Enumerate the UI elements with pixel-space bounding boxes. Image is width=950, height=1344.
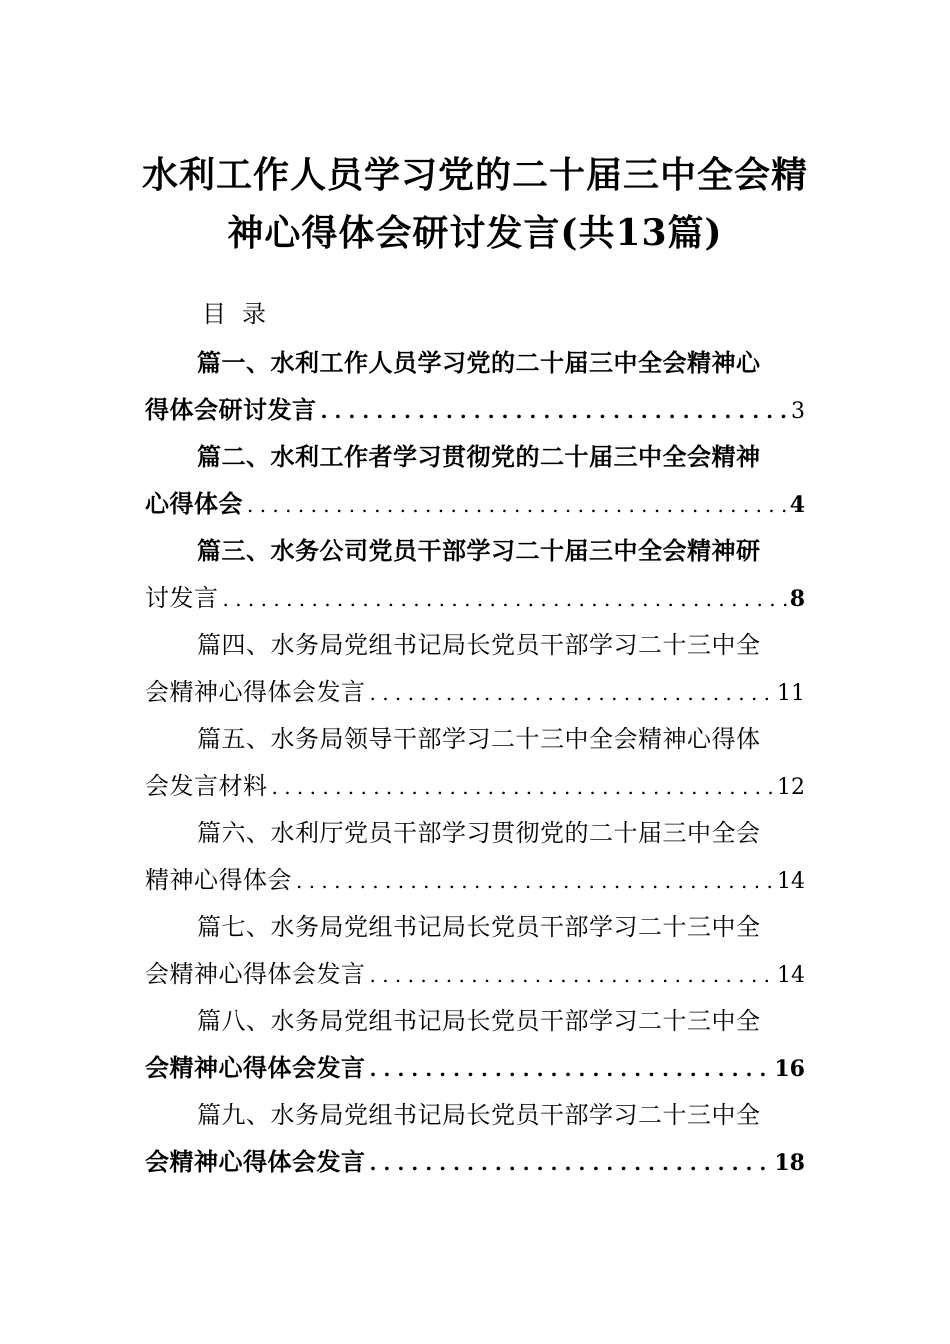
toc-entry-title: 篇七、水务局党组书记局长党员干部学习二十三中全 (197, 913, 761, 941)
toc-page-number: 11 (777, 681, 805, 706)
toc-entry-1[interactable] (145, 340, 805, 434)
table-of-contents (145, 340, 805, 1186)
title-line-2: 神心得体会研讨发言(共13篇) (227, 212, 723, 254)
toc-entry-title-continued: 会精神心得体会发言 (145, 1147, 366, 1176)
dot-leader (243, 481, 787, 529)
toc-entry-title: 篇一、水利工作人员学习党的二十届三中全会精神心 (197, 348, 761, 377)
toc-entry-6[interactable] (145, 810, 805, 904)
toc-entry-title-continued: 讨发言 (145, 584, 219, 612)
title-line-1: 水利工作人员学习党的二十届三中全会精 (141, 154, 808, 196)
toc-entry-title-continued: 心得体会 (145, 489, 243, 518)
toc-entry-3[interactable] (145, 528, 805, 622)
toc-entry-title-continued: 会发言材料 (145, 772, 268, 800)
toc-page-number: 12 (777, 775, 805, 800)
toc-entry-continuation-row (145, 762, 805, 810)
toc-page-number: 18 (774, 1150, 805, 1176)
toc-entry-title-continued: 精神心得体会 (145, 866, 292, 894)
toc-page-number: 8 (789, 586, 805, 612)
toc-entry-title: 篇九、水务局党组书记局长党员干部学习二十三中全 (197, 1101, 761, 1129)
toc-entry-5[interactable] (145, 716, 805, 810)
toc-entry-title: 篇五、水务局领导干部学习二十三中全会精神心得体 (197, 725, 761, 753)
toc-entry-continuation-row (145, 856, 805, 904)
toc-page-number: 4 (789, 492, 805, 518)
toc-entry-title-continued: 会精神心得体会发言 (145, 960, 366, 988)
dot-leader (366, 1045, 775, 1093)
document-title (0, 146, 950, 262)
toc-entry-title-continued: 得体会研讨发言 (145, 395, 317, 424)
toc-entry-continuation-row (145, 386, 805, 434)
toc-entry-title-continued: 会精神心得体会发言 (145, 1053, 366, 1082)
toc-entry-title: 篇四、水务局党组书记局长党员干部学习二十三中全 (197, 631, 761, 659)
toc-entry-continuation-row (145, 668, 805, 716)
toc-entry-9[interactable] (145, 1092, 805, 1186)
toc-entry-title: 篇二、水利工作者学习贯彻党的二十届三中全会精神 (197, 442, 761, 471)
dot-leader (366, 951, 778, 999)
toc-entry-continuation-row (145, 1044, 805, 1092)
dot-leader (366, 1139, 775, 1187)
dot-leader (292, 857, 777, 905)
toc-entry-title: 篇三、水务公司党员干部学习二十届三中全会精神研 (197, 536, 761, 565)
toc-page-number: 16 (774, 1056, 805, 1082)
toc-entry-continuation-row (145, 574, 805, 622)
dot-leader (366, 669, 778, 717)
toc-entry-title: 篇八、水务局党组书记局长党员干部学习二十三中全 (197, 1007, 761, 1035)
toc-entry-title: 篇六、水利厅党员干部学习贯彻党的二十届三中全会 (197, 819, 761, 847)
dot-leader (317, 387, 788, 435)
toc-entry-continuation-row (145, 950, 805, 998)
toc-entry-title-continued: 会精神心得体会发言 (145, 678, 366, 706)
dot-leader (219, 575, 788, 623)
dot-leader (268, 763, 778, 811)
toc-heading: 目录 (202, 300, 282, 328)
toc-entry-2[interactable] (145, 434, 805, 528)
toc-page-number: 3 (791, 399, 805, 424)
toc-entry-continuation-row (145, 480, 805, 528)
toc-entry-8[interactable] (145, 998, 805, 1092)
toc-page-number: 14 (777, 963, 805, 988)
toc-entry-4[interactable] (145, 622, 805, 716)
toc-page-number: 14 (777, 869, 805, 894)
toc-entry-continuation-row (145, 1138, 805, 1186)
toc-entry-7[interactable] (145, 904, 805, 998)
